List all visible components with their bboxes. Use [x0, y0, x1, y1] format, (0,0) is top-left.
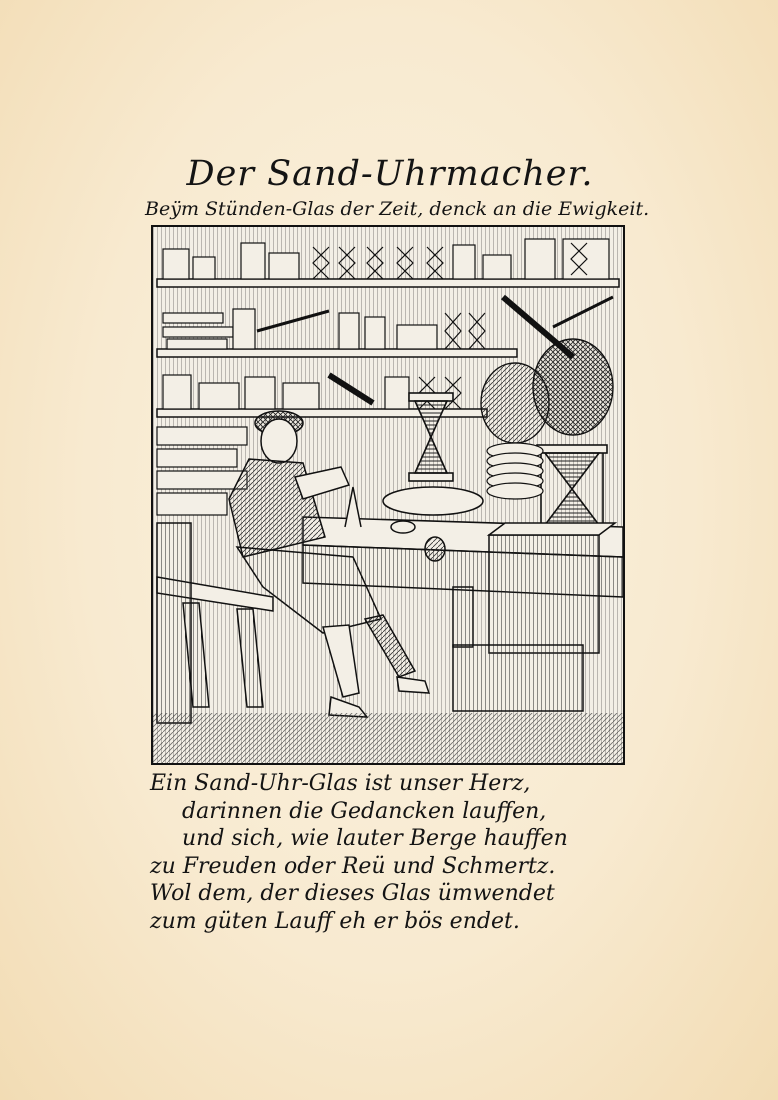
verse-line: Ein Sand-Uhr-Glas ist unser Herz, — [150, 771, 531, 796]
verse-line: zu Freuden oder Reü und Schmertz. — [150, 853, 556, 879]
verse-line: und sich, wie lauter Berge hauffen — [182, 826, 568, 851]
engraving-illustration — [151, 225, 625, 765]
verse-line: Wol dem, der dieses Glas ümwendet — [150, 881, 555, 906]
verse-line: darinnen die Gedancken lauffen, — [182, 798, 547, 824]
verse-text — [150, 770, 620, 935]
verse-line: zum güten Lauff eh er bös endet. — [150, 908, 520, 934]
stacked-plates — [487, 443, 543, 499]
floor — [153, 713, 623, 763]
page-subtitle: Beÿm Stünden-Glas der Zeit, denck an die Ewigkeit. — [145, 198, 650, 220]
engraving-svg — [153, 227, 623, 763]
page-title: Der Sand-Uhrmacher. — [186, 154, 594, 194]
